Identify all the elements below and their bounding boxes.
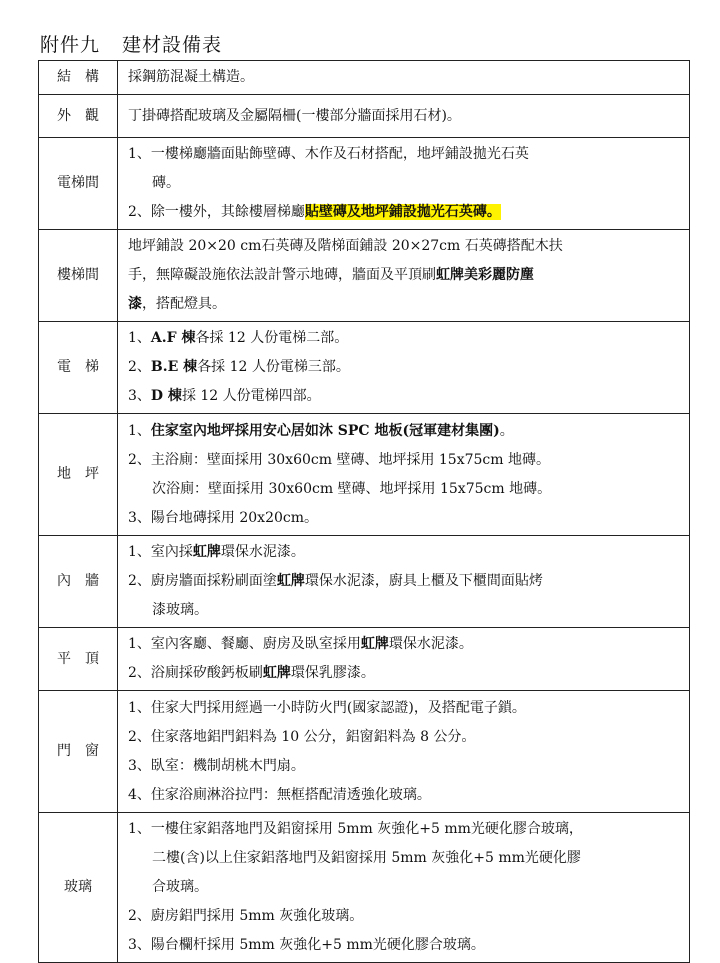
row-label: 門 窗 <box>39 691 118 813</box>
row-content: 1、一樓住家鋁落地門及鋁窗採用 5mm 灰強化+5 mm光硬化膠合玻璃， 二樓(含)以上住家鋁落地門及鋁窗採用 5mm 灰強化+5 mm光硬化膠 合玻璃。 2、廚房鋁門採用 5mm 灰強化玻璃。 3、陽台欄杆採用 5mm 灰強化+5 mm光硬化膠合玻璃。 <box>118 813 690 963</box>
row-label: 電梯間 <box>39 138 118 230</box>
row-elevator <box>39 322 690 414</box>
row-label: 電 梯 <box>39 322 118 414</box>
row-stairwell <box>39 230 690 322</box>
row-interior-wall <box>39 536 690 628</box>
row-label: 平 頂 <box>39 628 118 691</box>
row-content: 地坪鋪設 20×20 cm石英磚及階梯面鋪設 20×27cm 石英磚搭配木扶 手，無障礙設施依法設計警示地磚，牆面及平頂刷虹牌美彩麗防塵 漆，搭配燈具。 <box>118 230 690 322</box>
row-doors-windows <box>39 691 690 813</box>
row-content: 1、室內客廳、餐廳、廚房及臥室採用虹牌環保水泥漆。 2、浴廁採矽酸鈣板刷虹牌環保乳膠漆。 <box>118 628 690 691</box>
document-title <box>40 30 222 57</box>
row-label: 外 觀 <box>39 95 118 138</box>
row-label: 地 坪 <box>39 414 118 536</box>
row-content: 1、一樓梯廳牆面貼飾壁磚、木作及石材搭配，地坪鋪設拋光石英 磚。 2、除一樓外，其餘樓層梯廳貼壁磚及地坪鋪設拋光石英磚。 <box>118 138 690 230</box>
row-content: 採鋼筋混凝土構造。 <box>118 61 690 95</box>
row-floor <box>39 414 690 536</box>
row-label: 結 構 <box>39 61 118 95</box>
row-structure <box>39 61 690 95</box>
row-content: 1、住家室內地坪採用安心居如沐 SPC 地板(冠軍建材集團)。 2、主浴廁：壁面採用 30x60cm 壁磚、地坪採用 15x75cm 地磚。 次浴廁：壁面採用 30x60cm 壁磚、地坪採用 15x75cm 地磚。 3、陽台地磚採用 20x20cm。 <box>118 414 690 536</box>
materials-table <box>38 60 690 963</box>
row-label: 樓梯間 <box>39 230 118 322</box>
row-content: 1、住家大門採用經過一小時防火門(國家認證)，及搭配電子鎖。 2、住家落地鋁門鋁料為 10 公分，鋁窗鋁料為 8 公分。 3、臥室：機制胡桃木門扇。 4、住家浴廁淋浴拉門：無框搭配清透強化玻璃。 <box>118 691 690 813</box>
row-content: 1、A.F 棟各採 12 人份電梯二部。 2、B.E 棟各採 12 人份電梯三部。 3、D 棟採 12 人份電梯四部。 <box>118 322 690 414</box>
row-ceiling <box>39 628 690 691</box>
highlighted-text: 貼壁磚及地坪鋪設拋光石英磚。 <box>304 204 501 220</box>
row-elevator-hall <box>39 138 690 230</box>
row-label: 內 牆 <box>39 536 118 628</box>
row-content: 1、室內採虹牌環保水泥漆。 2、廚房牆面採粉刷面塗虹牌環保水泥漆，廚具上櫃及下櫃間面貼烤 漆玻璃。 <box>118 536 690 628</box>
row-label: 玻璃 <box>39 813 118 963</box>
attachment-number: 附件九 <box>40 34 101 56</box>
row-glass <box>39 813 690 963</box>
table-title: 建材設備表 <box>122 34 223 56</box>
row-exterior <box>39 95 690 138</box>
row-content: 丁掛磚搭配玻璃及金屬隔柵(一樓部分牆面採用石材)。 <box>118 95 690 138</box>
